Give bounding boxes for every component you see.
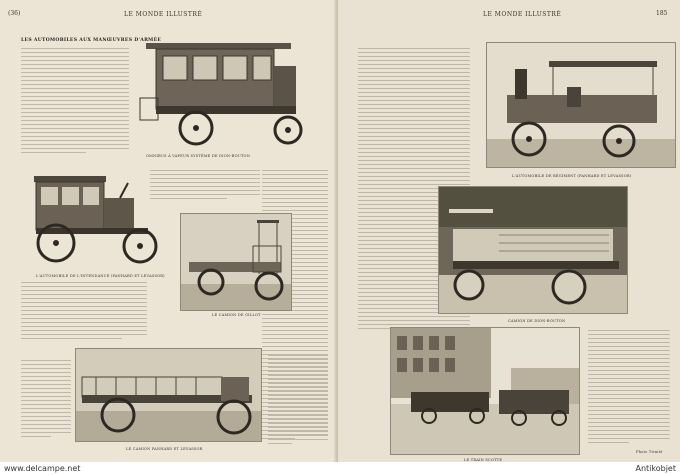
caption-camion-de-dion: CAMION DE DION-BOUTON: [508, 319, 566, 323]
footer-left-text: www.delcampe.net: [4, 464, 81, 473]
text-column-lower-left: [21, 282, 147, 342]
text-column-right-page-right: [588, 330, 670, 446]
article-title: LES AUTOMOBILES AUX MANŒUVRES D'ARMÉE: [21, 38, 162, 43]
page-footnote: Photo Trinité: [636, 450, 663, 454]
intendance-car-illustration: [30, 168, 165, 268]
text-column-upper-left: [21, 48, 129, 156]
right-page-header: LE MONDE ILLUSTRÉ: [483, 11, 562, 18]
photo-regiment-automobile: [486, 42, 676, 168]
caption-regiment-automobile: L'AUTOMOBILE DE RÉGIMENT (PANHARD ET LEVASSOR): [512, 174, 632, 178]
caption-train-scotte: LE TRAIN SCOTTE: [464, 458, 503, 462]
omnibus-illustration: [138, 38, 308, 148]
caption-camion-gillot: LE CAMION DE GILLOT: [212, 313, 261, 317]
left-page: [0, 0, 338, 462]
caption-camion-panhard: LE CAMION PANHARD ET LEVASSOR: [126, 447, 203, 451]
left-page-number: (36): [8, 10, 21, 17]
photo-camion-gillot: [180, 213, 292, 311]
right-page-number: 185: [656, 10, 668, 17]
watermark-footer: [0, 462, 680, 475]
text-column-bottom-left: [21, 360, 71, 440]
caption-omnibus: OMNIBUS À VAPEUR SYSTÈME DE DION-BOUTON: [146, 154, 251, 158]
left-page-header: LE MONDE ILLUSTRÉ: [124, 11, 203, 18]
right-page: [338, 0, 680, 462]
photo-camion-de-dion: [438, 186, 628, 314]
text-column-middle: [150, 170, 260, 202]
footer-right-text: Antikobjet: [635, 464, 676, 473]
text-column-bottom-right: [268, 355, 328, 447]
caption-intendance-car: L'AUTOMOBILE DE L'INTENDANCE (PANHARD ET LEVASSOR): [36, 274, 165, 278]
photo-train-scotte: [390, 327, 580, 455]
photo-camion-panhard: [75, 348, 262, 442]
